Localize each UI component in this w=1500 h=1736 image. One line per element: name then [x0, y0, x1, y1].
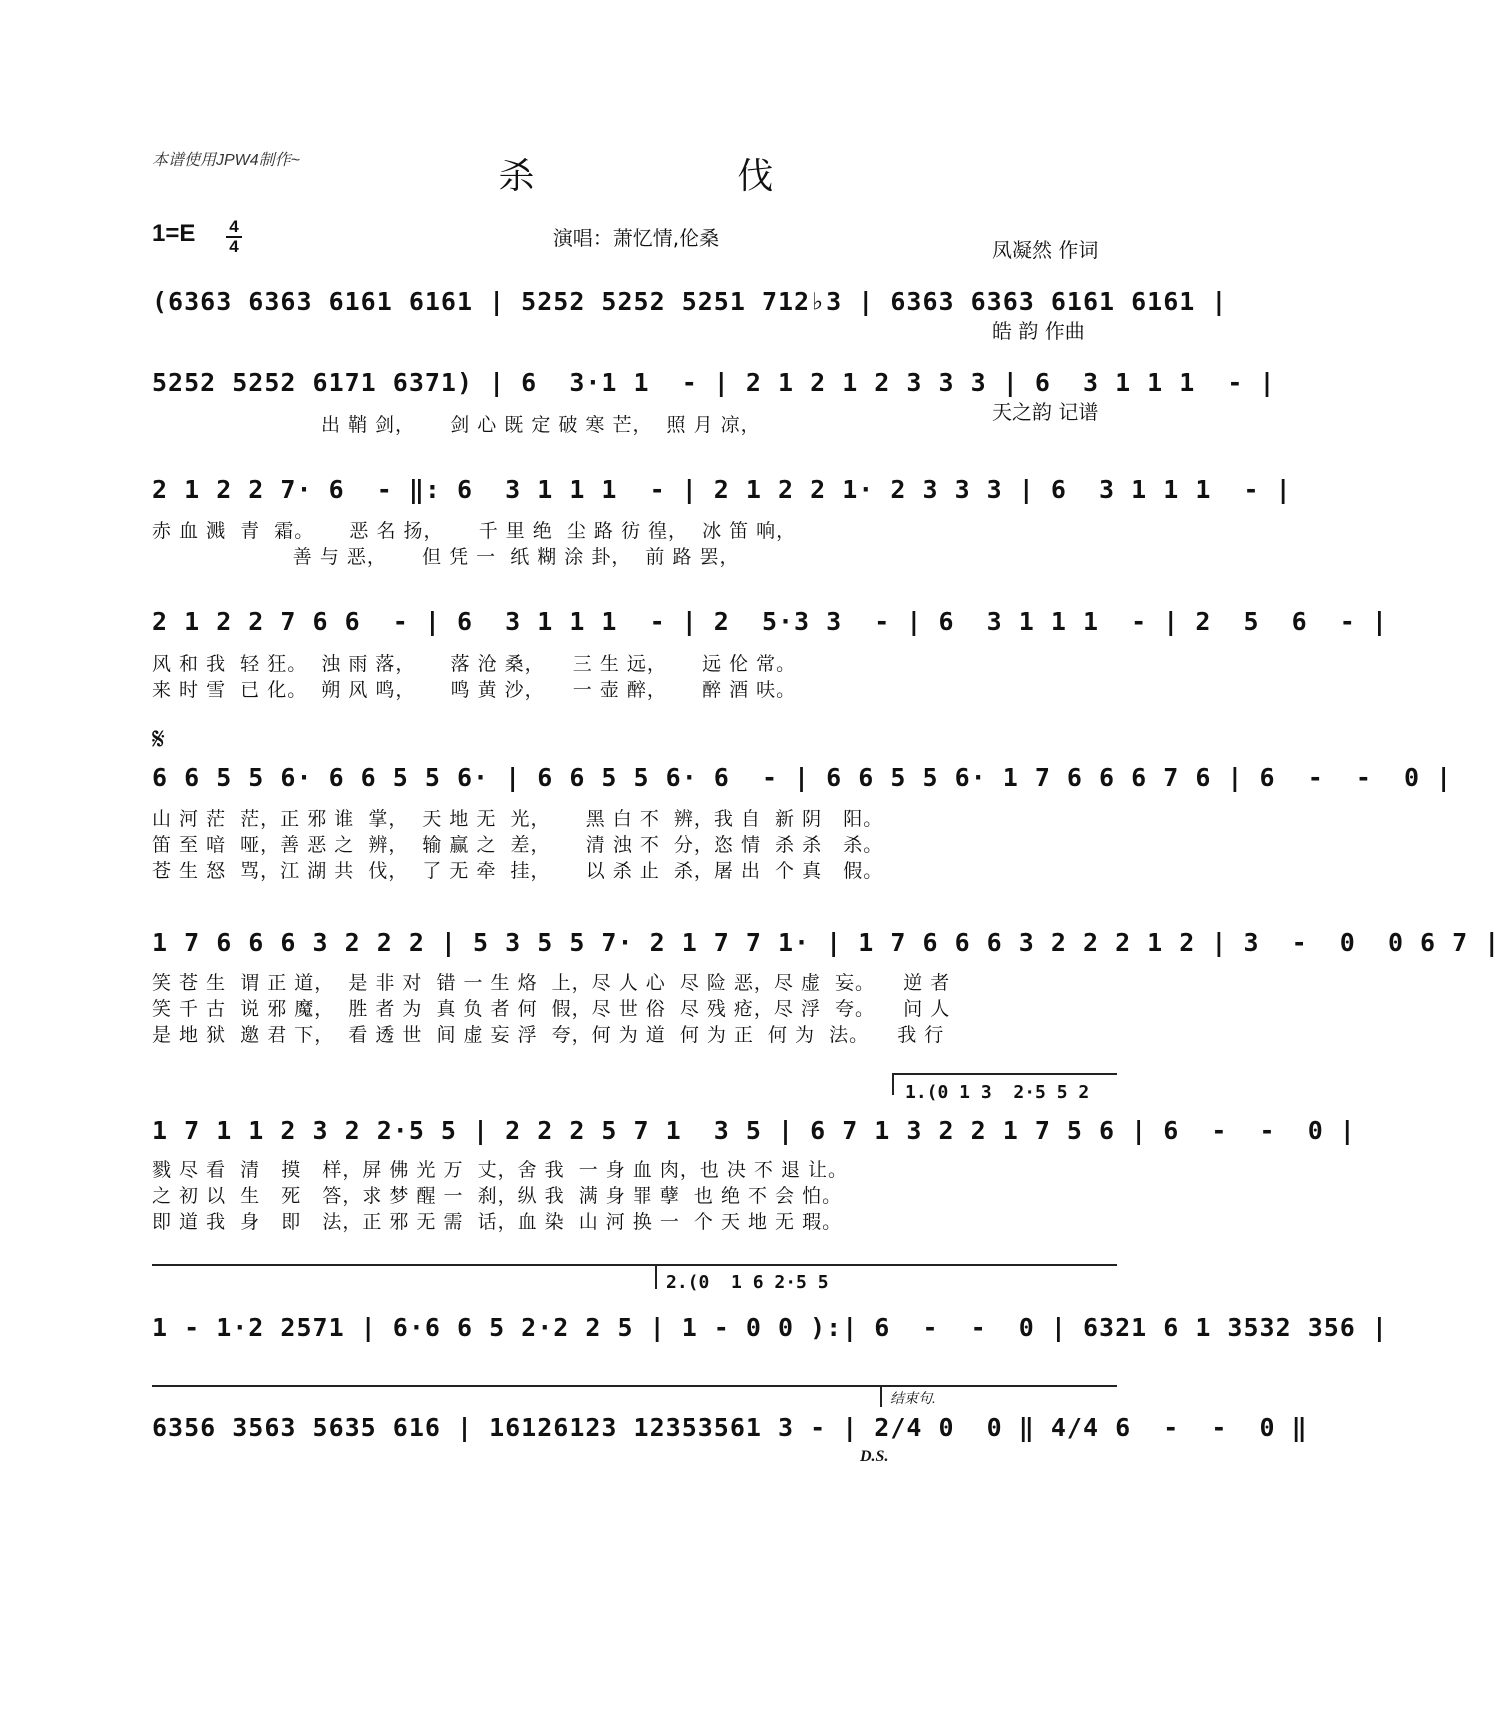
notation-line-2: 5252 5252 6171 6371) | 6 3·1 1 - | 2 1 2 1 2 3 3 3 | 6 3 1 1 1 - | [152, 368, 1276, 397]
lyric-line-5-1: 山 河 茫 茫，正 邪 谁 掌， 天 地 无 光， 黑 白 不 辨，我 自 新 阴 阳。 [152, 808, 884, 830]
segno-icon: 𝄋 [152, 722, 165, 757]
coda-bracket-side [880, 1385, 882, 1407]
lyric-line-3-2: 善 与 恶， 但 凭 一 纸 糊 涂 卦， 前 路 罢， [152, 546, 740, 568]
time-sig-top: 4 [229, 217, 239, 236]
credit-composer: 皓 韵 作曲 [992, 319, 1085, 343]
credit-lyricist: 凤凝然 作词 [992, 238, 1099, 262]
tool-note: 本谱使用JPW4制作~ [152, 152, 301, 169]
lyric-line-5-2: 笛 至 喑 哑，善 恶 之 辨， 输 赢 之 差， 清 浊 不 分，恣 情 杀 杀 杀。 [152, 834, 884, 856]
notation-line-4: 2 1 2 2 7 6 6 - | 6 3 1 1 1 - | 2 5·3 3 - | 6 3 1 1 1 - | 2 5 6 - | [152, 607, 1388, 636]
notation-line-8: 1 - 1·2 2571 | 6·6 6 5 2·2 2 5 | 1 - 0 0 ):| 6 - - 0 | 6321 6 1 3532 356 | [152, 1313, 1388, 1342]
song-title: 杀 伐 [498, 156, 834, 197]
lyric-line-2-1: 出 鞘 剑， 剑 心 既 定 破 寒 芒， 照 月 凉， [152, 414, 761, 436]
ending-2-bracket-side [655, 1264, 657, 1289]
lyric-line-7-1: 戮 尽 看 清 摸 样，屏 佛 光 万 丈，舍 我 一 身 血 肉，也 决 不 退 让。 [152, 1159, 848, 1181]
notation-line-1: (6363 6363 6161 6161 | 5252 5252 5251 712♭3 | 6363 6363 6161 6161 | [152, 287, 1228, 316]
ending-2-notes: 2.(0 1 6 2·5 5 [666, 1272, 829, 1293]
notation-line-3: 2 1 2 2 7· 6 - ‖: 6 3 1 1 1 - | 2 1 2 2 1· 2 3 3 3 | 6 3 1 1 1 - | [152, 475, 1292, 504]
notation-line-6: 1 7 6 6 6 3 2 2 2 | 5 3 5 5 7· 2 1 7 7 1· | 1 7 6 6 6 3 2 2 2 1 2 | 3 - 0 0 6 7 | [152, 928, 1500, 957]
key-signature: 1=E [152, 220, 196, 247]
lyric-line-6-2: 笑 千 古 说 邪 魔， 胜 者 为 真 负 者 何 假，尽 世 俗 尽 残 疮，尽 浮 夸。 问 人 [152, 998, 951, 1020]
lyric-line-3-1: 赤 血 溅 青 霜。 恶 名 扬， 千 里 绝 尘 路 彷 徨， 冰 笛 响， [152, 520, 797, 542]
time-sig-bottom: 4 [229, 237, 239, 256]
system-divider-2 [152, 1385, 1117, 1387]
singer: 演唱：萧忆情,伦桑 [552, 226, 720, 250]
lyric-line-6-1: 笑 苍 生 谓 正 道， 是 非 对 错 一 生 烙 上，尽 人 心 尽 险 恶，尽 虚 妄。 逆 者 [152, 972, 951, 994]
lyric-line-6-3: 是 地 狱 邀 君 下， 看 透 世 间 虚 妄 浮 夸，何 为 道 何 为 正 何 为 法。 我 行 [152, 1024, 945, 1046]
notation-line-7: 1 7 1 1 2 3 2 2·5 5 | 2 2 2 5 7 1 3 5 | 6 7 1 3 2 2 1 7 5 6 | 6 - - 0 | [152, 1116, 1356, 1145]
lyric-line-5-3: 苍 生 怒 骂，江 湖 共 伐， 了 无 牵 挂， 以 杀 止 杀，屠 出 个 真 假。 [152, 860, 884, 882]
lyric-line-7-3: 即 道 我 身 即 法，正 邪 无 需 话，血 染 山 河 换 一 个 天 地 无 瑕。 [152, 1211, 843, 1233]
ending-1-bracket-side [892, 1073, 894, 1095]
lyric-line-7-2: 之 初 以 生 死 答，求 梦 醒 一 刹，纵 我 满 身 罪 孽 也 绝 不 会 怕。 [152, 1185, 843, 1207]
coda-label: 结束句. [890, 1392, 936, 1407]
ending-1-bracket [892, 1073, 1117, 1075]
credit-transcriber: 天之韵 记谱 [992, 400, 1099, 424]
system-divider-1 [152, 1264, 1117, 1266]
notation-line-9: 6356 3563 5635 616 | 16126123 12353561 3 - | 2/4 0 0 ‖ 4/4 6 - - 0 ‖ [152, 1413, 1308, 1442]
dal-segno-mark: D.S. [860, 1448, 889, 1465]
lyric-line-4-1: 风 和 我 轻 狂。 浊 雨 落， 落 沧 桑， 三 生 远， 远 伦 常。 [152, 653, 797, 675]
ending-1-notes: 1.(0 1 3 2·5 5 2 [905, 1082, 1090, 1103]
notation-line-5: 6 6 5 5 6· 6 6 5 5 6· | 6 6 5 5 6· 6 - | 6 6 5 5 6· 1 7 6 6 6 7 6 | 6 - - 0 | [152, 763, 1453, 792]
lyric-line-4-2: 来 时 雪 已 化。 朔 风 鸣， 鸣 黄 沙， 一 壶 醉， 醉 酒 呋。 [152, 679, 797, 701]
